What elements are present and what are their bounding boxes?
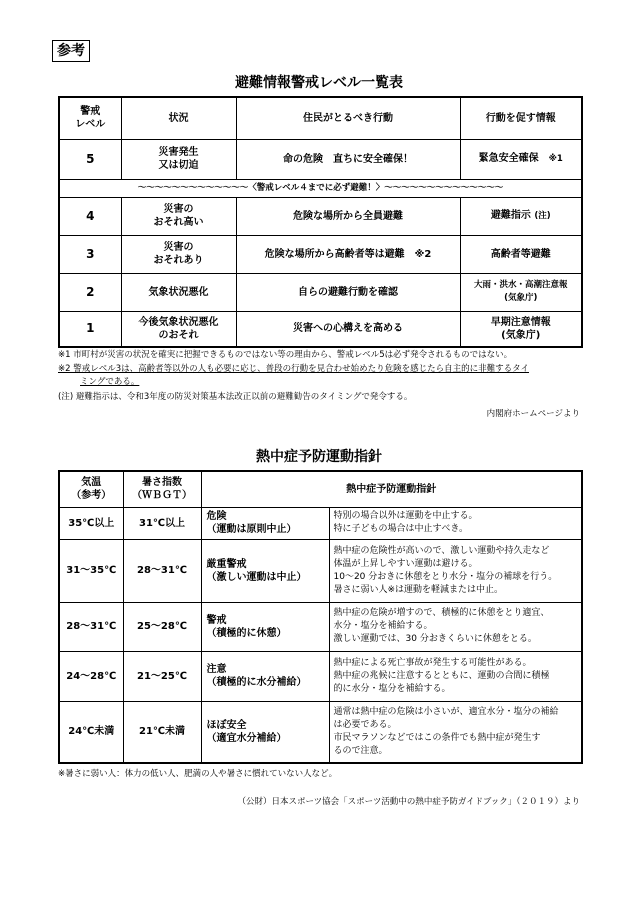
heat-sensitive-note: ※暑さに弱い人：体力の低い人、肥満の人や暑さに慣れていない人など。 [58, 769, 338, 779]
action-cell: 命の危険 直ちに安全確保！ [236, 139, 460, 179]
reference-badge: 参考 [52, 40, 90, 62]
wbgt-cell: 31℃以上 [123, 507, 201, 539]
wbgt-cell: 21℃未満 [123, 701, 201, 763]
separator-row [59, 179, 582, 197]
warning-level-cell: 警戒 （積極的に休憩） [201, 602, 329, 651]
header-level: 警戒 レベル [59, 97, 121, 139]
table-row [59, 197, 582, 235]
guideline-text-cell: 熱中症による死亡事故が発生する可能性がある。 熱中症の兆候に注意するとともに、運動の合間に積極 的に水分・塩分を補給する。 [329, 651, 582, 701]
table-row [59, 602, 582, 651]
action-cell: 災害への心構えを高める [236, 311, 460, 347]
action-cell: 危険な場所から全員避難 [236, 197, 460, 235]
info-cell: 高齢者等避難 [460, 235, 582, 273]
temperature-cell: 24℃未満 [59, 701, 123, 763]
level-cell: 5 [59, 139, 121, 179]
situation-cell: 気象状況悪化 [121, 273, 236, 311]
warning-level-cell: 厳重警戒 （激しい運動は中止） [201, 539, 329, 602]
level-cell: 4 [59, 197, 121, 235]
table-row [59, 139, 582, 179]
temperature-cell: 31～35℃ [59, 539, 123, 602]
guideline-text-cell: 特別の場合以外は運動を中止する。 特に子どもの場合は中止すべき。 [329, 507, 582, 539]
heatstroke-table-title: 熱中症予防運動指針 [256, 449, 382, 465]
wbgt-cell: 28～31℃ [123, 539, 201, 602]
temperature-cell: 24～28℃ [59, 651, 123, 701]
info-cell: 避難指示 (注) [460, 197, 582, 235]
source-cabinet-office: 内閣府ホームページより [486, 409, 580, 419]
situation-cell: 災害の おそれ高い [121, 197, 236, 235]
table-row [59, 651, 582, 701]
note-2-line2: ミングである。 [80, 377, 140, 387]
temperature-cell: 28～31℃ [59, 602, 123, 651]
header-temperature: 気温 （参考） [59, 471, 123, 507]
warning-level-cell: ほぼ安全 （適宜水分補給） [201, 701, 329, 763]
note-2-line1: ※2 警戒レベル3は、高齢者等以外の人も必要に応じ、普段の行動を見合わせ始めたり危険を感じたら自主的に非難するタイ [58, 364, 529, 374]
guideline-text-cell: 熱中症の危険が増すので、積極的に休憩をとり適宜、 水分・塩分を補給する。 激しい運動では、30 分おきくらいに休憩をとる。 [329, 602, 582, 651]
table-row [59, 311, 582, 347]
warning-level-cell: 危険 （運動は原則中止） [201, 507, 329, 539]
header-info: 行動を促す情報 [460, 97, 582, 139]
level-cell: 1 [59, 311, 121, 347]
table-row [59, 539, 582, 602]
guideline-text-cell: 熱中症の危険性が高いので、激しい運動や持久走など 体温が上昇しやすい運動は避ける。 10～20 分おきに休憩をとり水分・塩分の補球を行う。 暑さに弱い人※は運動を軽減または中止。 [329, 539, 582, 602]
note-1: ※1 市町村が災害の状況を確実に把握できるものではない等の理由から、警戒レベル5は必ず発令されるものではない。 [58, 350, 513, 360]
note-3: (注) 避難指示は、令和3年度の防災対策基本法改正以前の避難勧告のタイミングで発令する。 [58, 392, 413, 402]
info-cell: 緊急安全確保 ※1 [460, 139, 582, 179]
wbgt-cell: 25～28℃ [123, 602, 201, 651]
header-situation: 状況 [121, 97, 236, 139]
level-cell: 2 [59, 273, 121, 311]
table-row [59, 235, 582, 273]
warning-level-cell: 注意 （積極的に水分補給） [201, 651, 329, 701]
situation-cell: 災害発生 又は切迫 [121, 139, 236, 179]
level-cell: 3 [59, 235, 121, 273]
table-row [59, 507, 582, 539]
header-wbgt: 暑さ指数 （ＷＢＧＴ） [123, 471, 201, 507]
source-sports-association: （公財）日本スポーツ協会「スポーツ活動中の熱中症予防ガイドブック」（２０１９）より [237, 797, 580, 807]
heatstroke-header-row [59, 471, 582, 507]
must-evacuate-banner: ～～～～～～～～～～～～～〈警戒レベル４までに必ず避難！〉～～～～～～～～～～～～～～ [59, 179, 582, 197]
evacuation-level-table [58, 96, 583, 348]
situation-cell: 今後気象状況悪化 のおそれ [121, 311, 236, 347]
temperature-cell: 35℃以上 [59, 507, 123, 539]
table-row [59, 273, 582, 311]
info-cell: 早期注意情報 (気象庁) [460, 311, 582, 347]
wbgt-cell: 21～25℃ [123, 651, 201, 701]
action-cell: 危険な場所から高齢者等は避難 ※2 [236, 235, 460, 273]
heatstroke-guideline-table [58, 470, 583, 764]
info-cell: 大雨・洪水・高潮注意報 (気象庁) [460, 273, 582, 311]
guideline-text-cell: 通常は熱中症の危険は小さいが、適宜水分・塩分の補給 は必要である。 市民マラソンなどではこの条件でも熱中症が発生す るので注意。 [329, 701, 582, 763]
evacuation-table-title: 避難情報警戒レベル一覧表 [235, 75, 403, 91]
situation-cell: 災害の おそれあり [121, 235, 236, 273]
header-action: 住民がとるべき行動 [236, 97, 460, 139]
evacuation-header-row [59, 97, 582, 139]
header-guideline: 熱中症予防運動指針 [201, 471, 582, 507]
action-cell: 自らの避難行動を確認 [236, 273, 460, 311]
table-row [59, 701, 582, 763]
